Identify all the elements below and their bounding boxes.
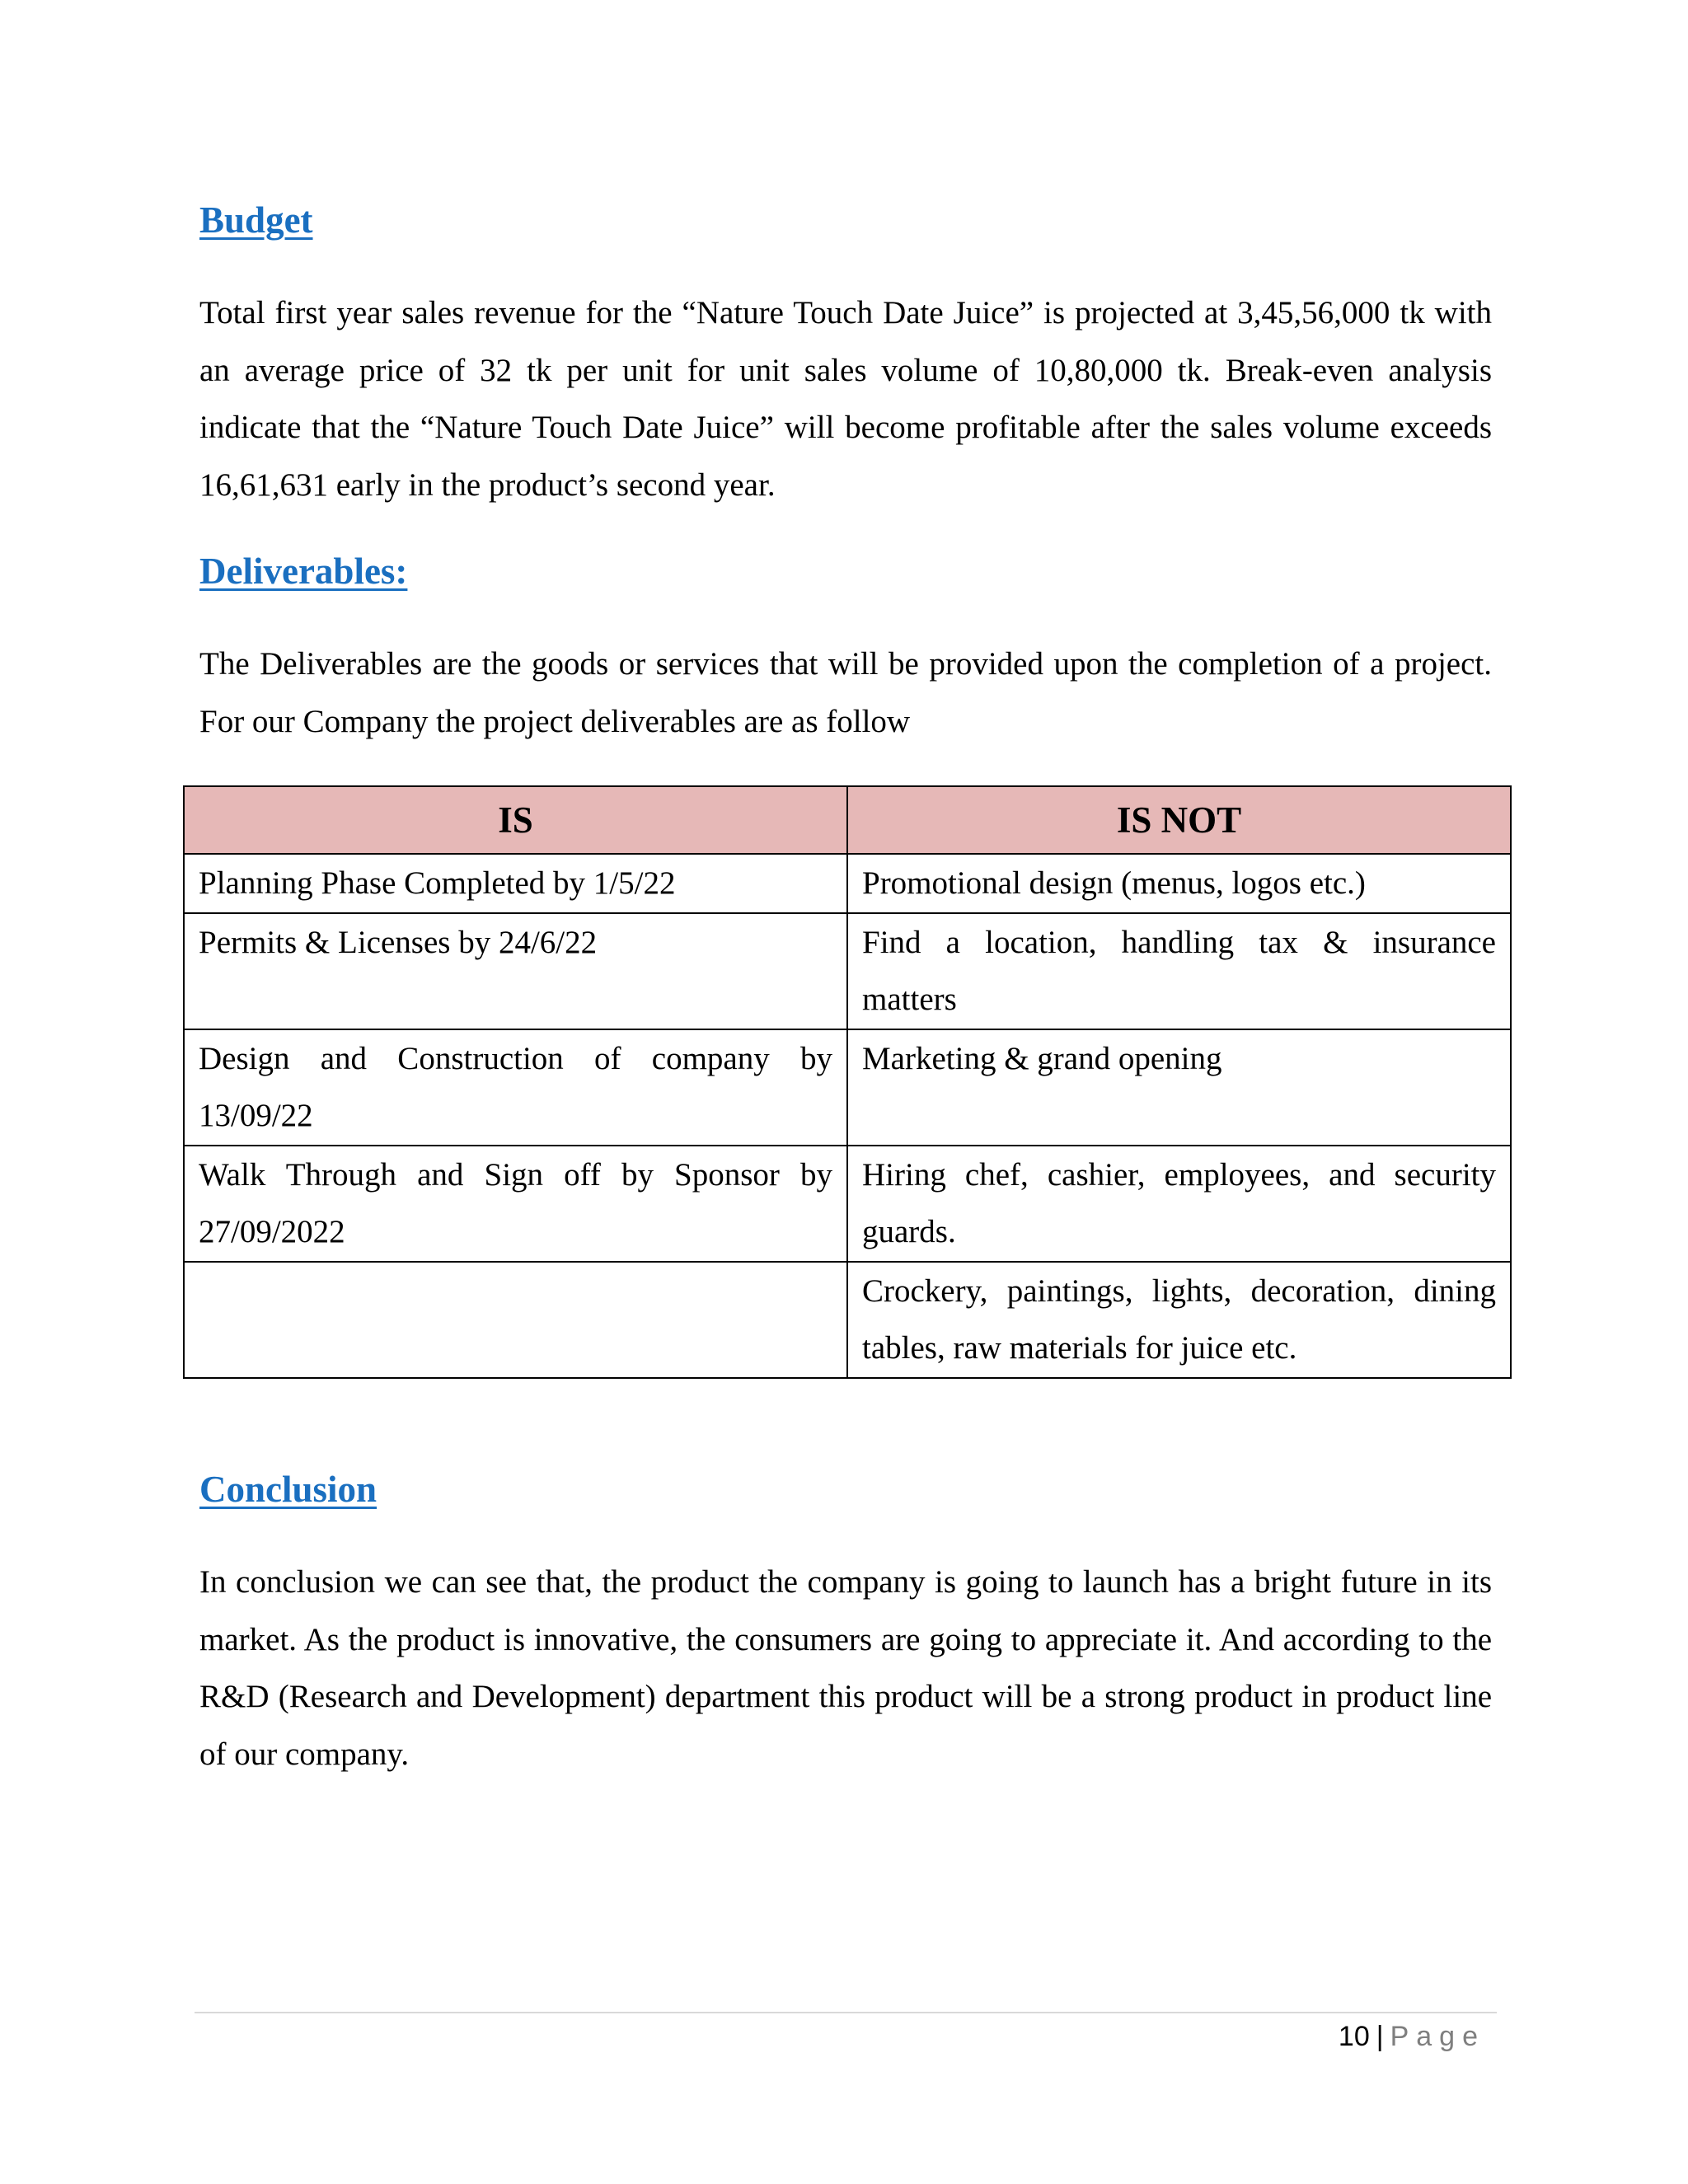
table-cell-is: [184, 1262, 847, 1378]
footer-divider: [195, 2012, 1497, 2013]
table-cell-is: Design and Construction of company by 13/09/22: [184, 1029, 847, 1146]
table-cell-is-not: Hiring chef, cashier, employees, and security guards.: [847, 1146, 1511, 1262]
table-cell-is-not: Crockery, paintings, lights, decoration, dining tables, raw materials for juice etc.: [847, 1262, 1511, 1378]
table-cell-is: Planning Phase Completed by 1/5/22: [184, 854, 847, 913]
deliverables-paragraph: The Deliverables are the goods or services that will be provided upon the completion of a project. For our Company the project deliverables are as follow: [199, 646, 1492, 739]
page-number: 10: [1338, 2021, 1370, 2052]
table-row: [184, 854, 1511, 913]
table-cell-is-not: Find a location, handling tax & insurance matters: [847, 913, 1511, 1029]
table-cell-is: Walk Through and Sign off by Sponsor by 27/09/2022: [184, 1146, 847, 1262]
footer-separator: |: [1376, 2021, 1384, 2052]
page-label: Page: [1390, 2021, 1485, 2052]
budget-paragraph: Total first year sales revenue for the “Nature Touch Date Juice” is projected at 3,45,56,000 tk with an average price of 32 tk per unit for unit sales volume of 10,80,000 tk. Break-even analysis indicate that the “Nature Touch Date Juice” will become profitable after the sales volume exceeds 16,61,631 early in the product’s second year.: [199, 295, 1492, 503]
table-cell-is-not: Marketing & grand opening: [847, 1029, 1511, 1146]
table-row: [184, 1146, 1511, 1262]
table-cell-is-not: Promotional design (menus, logos etc.): [847, 854, 1511, 913]
deliverables-table: [183, 785, 1512, 1379]
deliverables-heading: Deliverables:: [199, 551, 408, 592]
table-header-is-not: IS NOT: [847, 786, 1511, 854]
conclusion-paragraph: In conclusion we can see that, the product the company is going to launch has a bright future in its market. As the product is innovative, the consumers are going to appreciate it. And according to the R&D (Research and Development) department this product will be a strong product in product line of our company.: [199, 1564, 1492, 1772]
budget-heading: Budget: [199, 199, 313, 241]
table-row: [184, 1029, 1511, 1146]
table-row: [184, 913, 1511, 1029]
table-header-row: [184, 786, 1511, 854]
table-header-is: IS: [184, 786, 847, 854]
conclusion-heading: Conclusion: [199, 1469, 377, 1510]
table-cell-is: Permits & Licenses by 24/6/22: [184, 913, 847, 1029]
page-footer: [1339, 2018, 1485, 2055]
table-row: [184, 1262, 1511, 1378]
